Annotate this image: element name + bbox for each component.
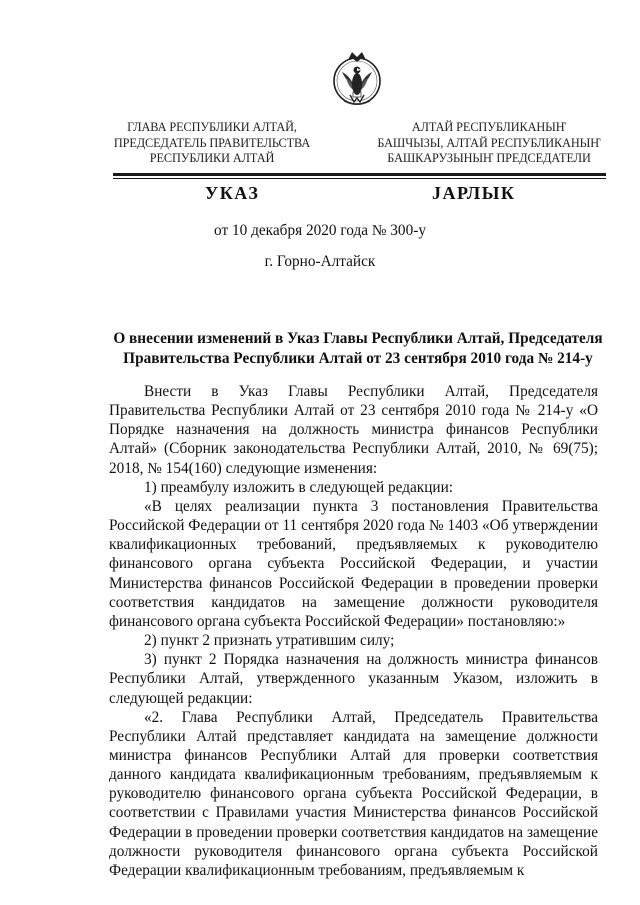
- header-divider-thin: [113, 178, 606, 179]
- header-right-line: БАШЧЫЗЫ, АЛТАЙ РЕСПУБЛИКАНЫҤ: [377, 135, 601, 150]
- header-right-line: БАШКАРУЗЫНЫҤ ПРЕДСЕДАТЕЛИ: [387, 151, 591, 166]
- decree-heading: О внесении изменений в Указ Главы Республики Алтай, Председателя Правительства Республики Алтай от 23 сентября 2010 года № 214-у: [113, 330, 603, 367]
- body-paragraph: 3) пункт 2 Порядка назначения на должность министра финансов Республики Алтай, утвержденного указанным Указом, изложить в следующей редакции:: [109, 651, 598, 707]
- header-left-line: ПРЕДСЕДАТЕЛЬ ПРАВИТЕЛЬСТВА: [113, 135, 311, 150]
- body-paragraph: «В целях реализации пункта 3 постановления Правительства Российской Федерации от 11 сентября 2020 года № 1403 «Об утверждении квалификационных требований, предъявляемых к руководителю финансового органа субъекта Российской Федерации, и участии Министерства финансов Российской Федерации в проведении проверки соответствия кандидатов на замещение должности руководителя финансового органа субъекта Российской Федерации» постановляю:»: [109, 497, 598, 630]
- header-divider-thick: [113, 173, 606, 176]
- body-paragraph: «2. Глава Республики Алтай, Председатель Правительства Республики Алтай представляет кандидата на замещение должности министра финансов Республики Алтай для проверки соответствия данного кандидата квалификационным требованиям, предъявляемым к руководителю финансового органа субъекта Российской Федерации, в соответствии с Правилами участия Министерства финансов Российской Федерации в проведении проверки соответствия кандидатов на замещение должности руководителя финансового органа субъекта Российской Федерации квалификационным требованиям, предъявляемым к: [109, 708, 598, 879]
- body-paragraph: Внести в Указ Главы Республики Алтай, Председателя Правительства Республики Алтай от 23 сентября 2010 года № 214-у «О Порядке назначения на должность министра финансов Республики Алтай» (Сборник законодательства Республики Алтай, 2010, № 69(75); 2018, № 154(160) следующие изменения:: [109, 383, 598, 477]
- coat-of-arms-emblem: [330, 48, 384, 120]
- date-line: от 10 декабря 2020 года № 300-у: [214, 222, 426, 239]
- body-paragraph: 1) преамбулу изложить в следующей редакции:: [144, 478, 454, 496]
- place-line: г. Горно-Алтайск: [264, 253, 376, 270]
- doc-title-right: JАРЛЫК: [432, 183, 516, 203]
- doc-title-left: УКАЗ: [205, 183, 260, 203]
- body-paragraph: 2) пункт 2 признать утратившим силу;: [144, 632, 395, 650]
- header-left-block: [112, 120, 312, 167]
- header-right-block: [374, 120, 604, 167]
- decree-body: [109, 382, 598, 880]
- header-left-line: РЕСПУБЛИКИ АЛТАЙ: [149, 151, 275, 166]
- header-left-line: ГЛАВА РЕСПУБЛИКИ АЛТАЙ,: [127, 120, 297, 134]
- header-right-line: АЛТАЙ РЕСПУБЛИКАНЫҤ: [411, 120, 567, 134]
